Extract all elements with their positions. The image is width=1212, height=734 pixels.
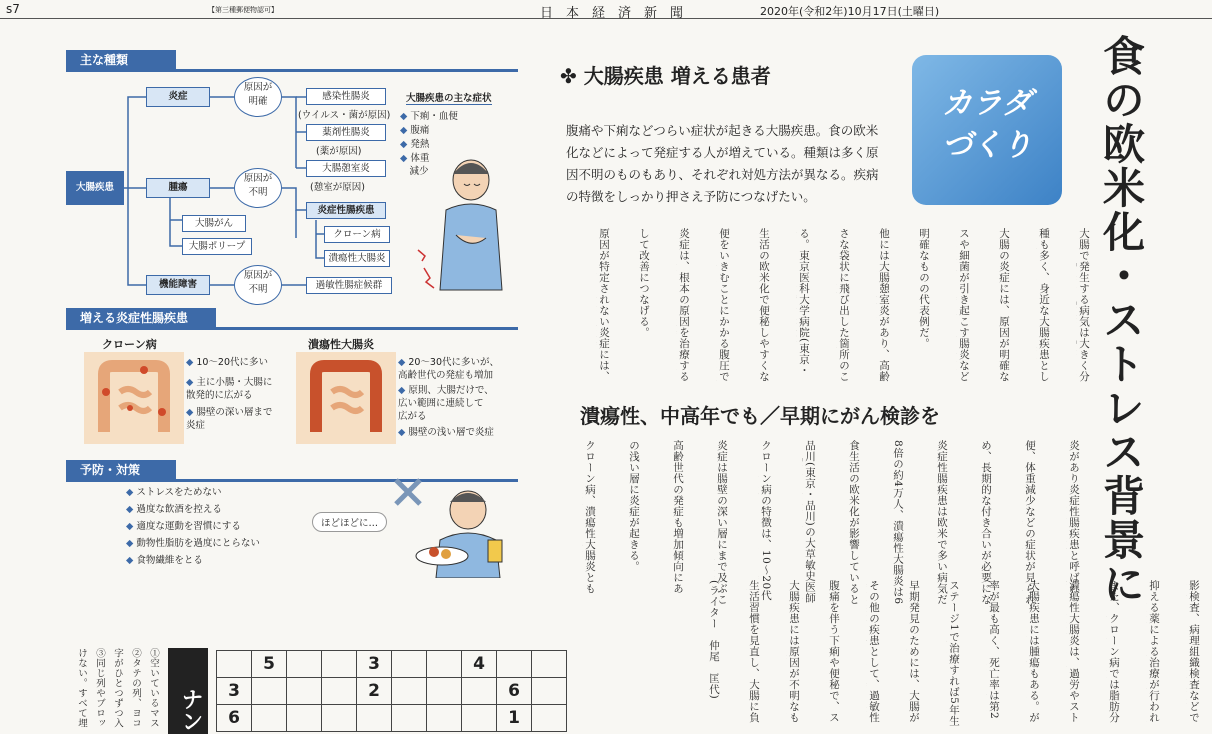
sick-person-illustration: [416, 150, 516, 300]
uc-point-3: ◆ 腸壁の浅い層で炎症: [398, 427, 494, 438]
grid-cell[interactable]: [427, 651, 462, 678]
body-col: 抑える薬による治療が行われ: [1148, 580, 1160, 723]
body-col: 大腸の炎症には、原因が明確な: [998, 228, 1010, 382]
crohn-point-1: ◆ 10〜20代に多い: [186, 357, 268, 368]
body-col: 影検査、病理組織検査などで: [1188, 580, 1200, 723]
body-col: 炎症は、根本の原因を治療する: [678, 228, 690, 382]
body-col: の浅い層に炎症が起きる。: [628, 440, 640, 572]
prevent-point-4: ◆ 動物性脂肪を過度にとらない: [126, 538, 260, 549]
body-col: 早期発見のためには、大腸が: [908, 580, 920, 723]
body-col: 明確なものの代表例だ。: [918, 228, 930, 349]
symptom-3: ◆ 発熱: [400, 139, 430, 150]
body-col: 便をいきむことにかかる腹圧で: [718, 228, 730, 382]
grid-cell[interactable]: [287, 678, 322, 705]
crohn-point-3: ◆ 腸壁の深い層まで 炎症: [186, 407, 273, 431]
infectious-enteritis: 感染性腸炎: [306, 88, 386, 105]
crohn-point-2: ◆ 主に小腸・大腸に 散発的に広がる: [186, 377, 273, 401]
grid-row: [217, 678, 567, 705]
body-col: る。東京医科大学病院(東京・: [798, 228, 810, 376]
grid-cell[interactable]: [462, 705, 497, 732]
types-title: 主な種類: [66, 50, 176, 70]
body-col: スや細菌が引き起こす腸炎など: [958, 228, 970, 382]
rule-line: ③同じ列やブロッ: [94, 648, 105, 728]
body-col: 品川(東京・品川)の大草敏史医師: [804, 440, 816, 604]
uc-box: 潰瘍性大腸炎: [324, 250, 390, 267]
symptoms-title: 大腸疾患の主な症状: [406, 90, 492, 105]
cause-unclear-functional: 原因が 不明: [234, 265, 282, 305]
body-col: 食生活の欧米化が影響していると: [848, 440, 860, 605]
body-col: その他の疾患として、過敏性: [868, 580, 880, 723]
ibd-section-header: [66, 308, 518, 328]
body-col: 腹痛を伴う下痢や便秘で、ス: [828, 580, 840, 723]
rule-line: ①空いているマス: [148, 648, 159, 728]
grid-cell[interactable]: [462, 678, 497, 705]
cause-unclear-inflammation: 原因が 不明: [234, 168, 282, 208]
permit-note: 【第三種郵便物認可】: [208, 6, 278, 14]
body-col: 潰瘍性大腸炎は、過労やスト: [1068, 580, 1080, 723]
puzzle-logo-text: ナン: [178, 688, 204, 732]
grid-cell[interactable]: [392, 651, 427, 678]
symptom-4: ◆ 体重 減少: [400, 153, 430, 177]
grid-cell[interactable]: [252, 678, 287, 705]
body-col: して改善につなげる。: [638, 228, 650, 338]
page-header: [0, 0, 1212, 19]
ibs-box: 過敏性腸症候群: [306, 277, 392, 294]
body-col: クローン病の特徴は、10〜20代: [760, 440, 772, 601]
grid-cell[interactable]: 3: [357, 651, 392, 678]
category-tumor: 腫瘍: [146, 178, 210, 198]
grid-cell[interactable]: [357, 705, 392, 732]
prevent-point-3: ◆ 適度な運動を習慣にする: [126, 521, 241, 532]
uc-point-1: ◆ 20〜30代に多いが、 高齢世代の発症も増加: [398, 357, 499, 381]
body-col: 大腸疾患には腫瘍もある。が: [1028, 580, 1040, 723]
body-col: 種も多く、身近な大腸疾患とし: [1038, 228, 1050, 382]
puzzle-rules: [62, 648, 162, 734]
symptom-1: ◆ 下痢・血便: [400, 111, 458, 122]
diverticulitis-cause: (憩室が原因): [310, 182, 365, 193]
prevent-point-2: ◆ 過度な飲酒を控える: [126, 504, 222, 515]
grid-cell[interactable]: [532, 651, 567, 678]
symptom-2: ◆ 腹痛: [400, 125, 430, 136]
grid-cell[interactable]: 1: [497, 705, 532, 732]
grid-cell[interactable]: [392, 705, 427, 732]
grid-cell[interactable]: [322, 678, 357, 705]
grid-cell[interactable]: [287, 651, 322, 678]
body-col: め、長期的な付き合いが必要にな: [980, 440, 992, 605]
crohn-title: クローン病: [102, 338, 157, 351]
root-large-intestine-disease: 大腸疾患: [66, 171, 124, 205]
grid-cell[interactable]: 3: [217, 678, 252, 705]
moderation-bubble: ほどほどに…: [312, 512, 387, 532]
body-col: さな袋状に飛び出した箇所のこ: [838, 228, 850, 382]
cause-clear: 原因が 明確: [234, 77, 282, 117]
series-logo: [912, 55, 1062, 205]
grid-cell[interactable]: [427, 705, 462, 732]
body-col: 8倍の約4万人、潰瘍性大腸炎は6: [892, 440, 904, 605]
grid-row: [217, 651, 567, 678]
ibd-box: 炎症性腸疾患: [306, 202, 386, 219]
body-col: 他には大腸憩室炎があり、高齢: [878, 228, 890, 382]
body-col: 率が最も高く、死亡率は第2: [988, 580, 1000, 720]
diverticulitis: 大腸憩室炎: [306, 160, 386, 177]
prevent-point-5: ◆ 食物繊維をとる: [126, 555, 203, 566]
upper-body: [550, 228, 1090, 386]
body-col: 原因が特定されない炎症には、: [598, 228, 610, 382]
body-col: 便、体重減少などの症状が見られ: [1024, 440, 1036, 605]
grid-cell[interactable]: [497, 651, 532, 678]
grid-cell[interactable]: [287, 705, 322, 732]
grid-row: [217, 705, 567, 732]
infographic: [66, 50, 518, 580]
headline: 食の欧米化・ストレス背景に: [1097, 34, 1146, 606]
newspaper-name: 日 本 経 済 新 聞: [540, 6, 684, 21]
crohn-box: クローン病: [324, 226, 390, 243]
prevent-point-1: ◆ ストレスをためない: [126, 487, 222, 498]
grid-cell[interactable]: 6: [217, 705, 252, 732]
issue-date: 2020年(令和2年)10月17日(土曜日): [760, 5, 940, 18]
infectious-cause: (ウイルス・菌が原因): [298, 110, 391, 121]
drug-cause: (薬が原因): [316, 146, 362, 157]
grid-cell[interactable]: [322, 651, 357, 678]
grid-cell[interactable]: 2: [357, 678, 392, 705]
polyp-box: 大腸ポリープ: [182, 238, 252, 255]
category-inflammation: 炎症: [146, 87, 210, 107]
crohn-intestine-illustration: [84, 352, 184, 444]
uc-intestine-illustration: [296, 352, 396, 444]
page-number: s7: [6, 2, 20, 16]
category-functional: 機能障害: [146, 275, 210, 295]
series-logo-text: カラダ づくり: [942, 86, 1032, 163]
body-col: 炎があり炎症性腸疾患と呼ばれ: [1068, 440, 1080, 594]
body-col: 大腸疾患には原因が不明なも: [788, 580, 800, 723]
puzzle-logo: [168, 648, 208, 734]
grid-cell[interactable]: [532, 705, 567, 732]
grid-cell[interactable]: 4: [462, 651, 497, 678]
byline: (ライター 仲尾 匡代): [708, 580, 720, 700]
rule-line: 字がひとつずつ入: [112, 648, 123, 728]
body-col: 大腸で発生する病気は大きく分: [1078, 228, 1090, 382]
body-col: 炎症は腸壁の深い層にまで及ぶこ: [716, 440, 728, 605]
far-body: [630, 580, 1210, 730]
subhead-2: 潰瘍性、中高年でも／早期にがん検診を: [580, 404, 940, 428]
grid-cell[interactable]: [322, 705, 357, 732]
prevent-title: 予防・対策: [66, 460, 176, 480]
subhead-1: [560, 60, 771, 89]
body-col: ステージ1で治療すれば5年生: [948, 580, 960, 727]
body-col: 高齢世代の発症も増加傾向にあ: [672, 440, 684, 594]
lead-paragraph: 腹痛や下痢などつらい症状が起きる大腸疾患。食の欧米化などによって発症する人が増えている。種類は多く原因不明のものもあり、それぞれ対処方法が異なる。疾病の特徴をしっかり押さえ予防につなげたい。: [566, 123, 879, 204]
grid-cell[interactable]: [532, 678, 567, 705]
uc-title: 潰瘍性大腸炎: [308, 338, 374, 351]
body-col: 生活の欧米化で便秘しやすくな: [758, 228, 770, 382]
types-section-header: [66, 50, 518, 70]
eating-person-illustration: [384, 470, 512, 578]
grid-cell[interactable]: [427, 678, 462, 705]
rule-line: けない。すべて埋: [76, 648, 87, 728]
clover-icon: ✤: [560, 64, 577, 88]
sudoku-grid[interactable]: [216, 650, 567, 732]
body-col: クローン病、潰瘍性大腸炎とも: [584, 440, 596, 594]
rule-line: ②タテの列、ヨコ: [130, 648, 141, 728]
drug-enteritis: 薬剤性腸炎: [306, 124, 386, 141]
subhead-1-text: 大腸疾患 増える患者: [583, 64, 771, 88]
grid-cell[interactable]: [392, 678, 427, 705]
uc-point-2: ◆ 原則、大腸だけで、 広い範囲に連続して 広がる: [398, 385, 494, 422]
body-col: 生活習慣を見直し、大腸に負: [748, 580, 760, 723]
body-col: また、クローン病では脂肪分: [1108, 580, 1120, 723]
grid-cell[interactable]: 6: [497, 678, 532, 705]
grid-cell[interactable]: 5: [252, 651, 287, 678]
cancer-box: 大腸がん: [182, 215, 246, 232]
ibd-title: 増える炎症性腸疾患: [66, 308, 216, 328]
grid-cell[interactable]: [217, 651, 252, 678]
body-col: 炎症性腸疾患は欧米で多い病気だ: [936, 440, 948, 605]
grid-cell[interactable]: [252, 705, 287, 732]
